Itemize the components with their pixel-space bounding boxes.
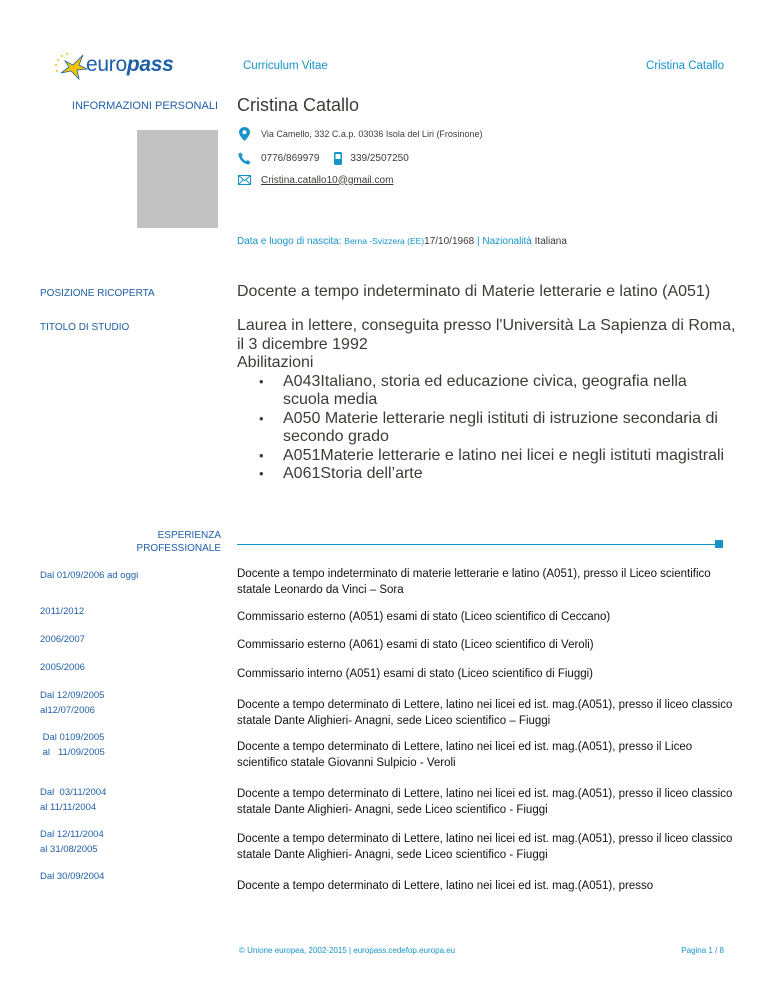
phones-row [237, 151, 409, 165]
study-block [237, 317, 737, 484]
mobile-number: 339/2507250 [350, 152, 409, 164]
europass-figure-icon [53, 51, 89, 81]
map-pin-icon [237, 127, 251, 141]
experience-date: Dal 03/11/2004 al 11/11/2004 [40, 787, 107, 813]
section-label-position: POSIZIONE RICOPERTA [40, 288, 155, 299]
nationality-label: Nazionalità [482, 236, 532, 247]
experience-date: 2005/2006 [40, 662, 85, 673]
birth-place: Berna -Svizzera (EE) [344, 236, 425, 246]
logo-text-pass: pass [126, 53, 174, 76]
experience-date: Dal 01/09/2006 ad oggi [40, 570, 139, 581]
experience-desc: Docente a tempo determinato di Lettere, latino nei licei ed ist. mag.(A051), presso il Liceo scientifico statale Giovanni Sulpicio - Veroli [237, 741, 693, 769]
divider-square-icon [715, 540, 723, 548]
experience-desc: Docente a tempo determinato di Lettere, latino nei licei ed ist. mag.(A051), presso il liceo classico statale Dante Alighieri- Anagni, sede Liceo scientifico - Fiuggi [237, 833, 733, 861]
section-label-experience [40, 529, 221, 555]
experience-desc: Commissario esterno (A061) esami di stato (Liceo scientifico di Veroli) [237, 639, 594, 651]
experience-desc: Docente a tempo determinato di Lettere, latino nei licei ed ist. mag.(A051), presso il liceo classico statale Dante Alighieri- Anagni, sede Liceo scientifico - Fiuggi [237, 788, 733, 816]
abilitazione-item: • A043Italiano, storia ed educazione civica, geografia nella scuola media [257, 373, 737, 410]
email-row [237, 173, 393, 187]
position-text: Docente a tempo indeterminato di Materie letterarie e latino (A051) [237, 283, 711, 300]
address-row [237, 127, 482, 141]
experience-desc: Docente a tempo determinato di Lettere, latino nei licei ed ist. mag.(A051), presso [237, 880, 654, 892]
experience-desc: Commissario interno (A051) esami di stato (Liceo scientifico di Fiuggi) [237, 668, 594, 680]
experience-desc: Docente a tempo indeterminato di materie letterarie e latino (A051), presso il Liceo scientifico statale Leonardo da Vinci – Sora [237, 568, 711, 596]
page-number: Pagina 1 / 8 [681, 946, 724, 955]
envelope-icon [237, 173, 251, 187]
abilitazioni-label: Abilitazioni [237, 354, 314, 371]
footer-copyright: © Unione europea, 2002-2015 | europass.cedefop.europa.eu [239, 946, 456, 955]
europass-logo [53, 51, 174, 81]
experience-date: 2011/2012 [40, 606, 85, 617]
abilitazione-item: • A050 Materie letterarie negli istituti di istruzione secondaria di secondo grado [257, 410, 737, 447]
experience-desc: Docente a tempo determinato di Lettere, latino nei licei ed ist. mag.(A051), presso il liceo classico statale Dante Alighieri- Anagni, sede Liceo scientifico – Fiuggi [237, 699, 733, 727]
phone-icon [237, 151, 251, 165]
experience-date: 2006/2007 [40, 634, 85, 645]
nationality-value: Italiana [534, 236, 567, 247]
section-label-study: TITOLO DI STUDIO [40, 322, 130, 333]
phone-number: 0776/869979 [261, 152, 320, 164]
degree-text: Laurea in lettere, conseguita presso l'Università La Sapienza di Roma, il 3 dicembre 1992 [237, 317, 736, 353]
experience-date: Dal 0109/2005 al 11/09/2005 [42, 732, 105, 758]
experience-date: Dal 30/09/2004 [40, 871, 105, 882]
experience-date: Dal 12/11/2004 al 31/08/2005 [40, 829, 104, 855]
abilitazione-item: • A061Storia dell’arte [257, 465, 737, 484]
header-name: Cristina Catallo [646, 60, 724, 72]
birth-date: 17/10/1968 [424, 236, 475, 247]
experience-desc: Commissario esterno (A051) esami di stato (Liceo scientifico di Ceccano) [237, 611, 611, 623]
section-divider [237, 544, 715, 545]
birth-info [237, 236, 567, 247]
email-link[interactable]: Cristina.catallo10@gmail.com [261, 174, 394, 186]
abilitazione-item: • A051Materie letterarie e latino nei licei e negli istituti magistrali [257, 447, 737, 466]
document-type: Curriculum Vitae [243, 60, 328, 72]
mobile-group [331, 151, 408, 165]
mobile-phone-icon [331, 151, 345, 165]
experience-label-line1: ESPERIENZA [157, 530, 221, 541]
section-label-personal-info: INFORMAZIONI PERSONALI [71, 100, 218, 112]
separator: | [476, 236, 480, 247]
experience-date: Dal 12/09/2005 al12/07/2006 [40, 690, 105, 716]
experience-label-line2: PROFESSIONALE [136, 543, 221, 554]
birth-label: Data e luogo di nascita: [237, 236, 342, 247]
full-name: Cristina Catallo [237, 95, 360, 115]
abilitazioni-list [257, 373, 737, 484]
logo-text-euro: euro [86, 53, 127, 76]
photo-placeholder [137, 130, 218, 228]
address-text: Via Camello, 332 C.a.p. 03036 Isola del Liri (Frosinone) [261, 129, 483, 139]
